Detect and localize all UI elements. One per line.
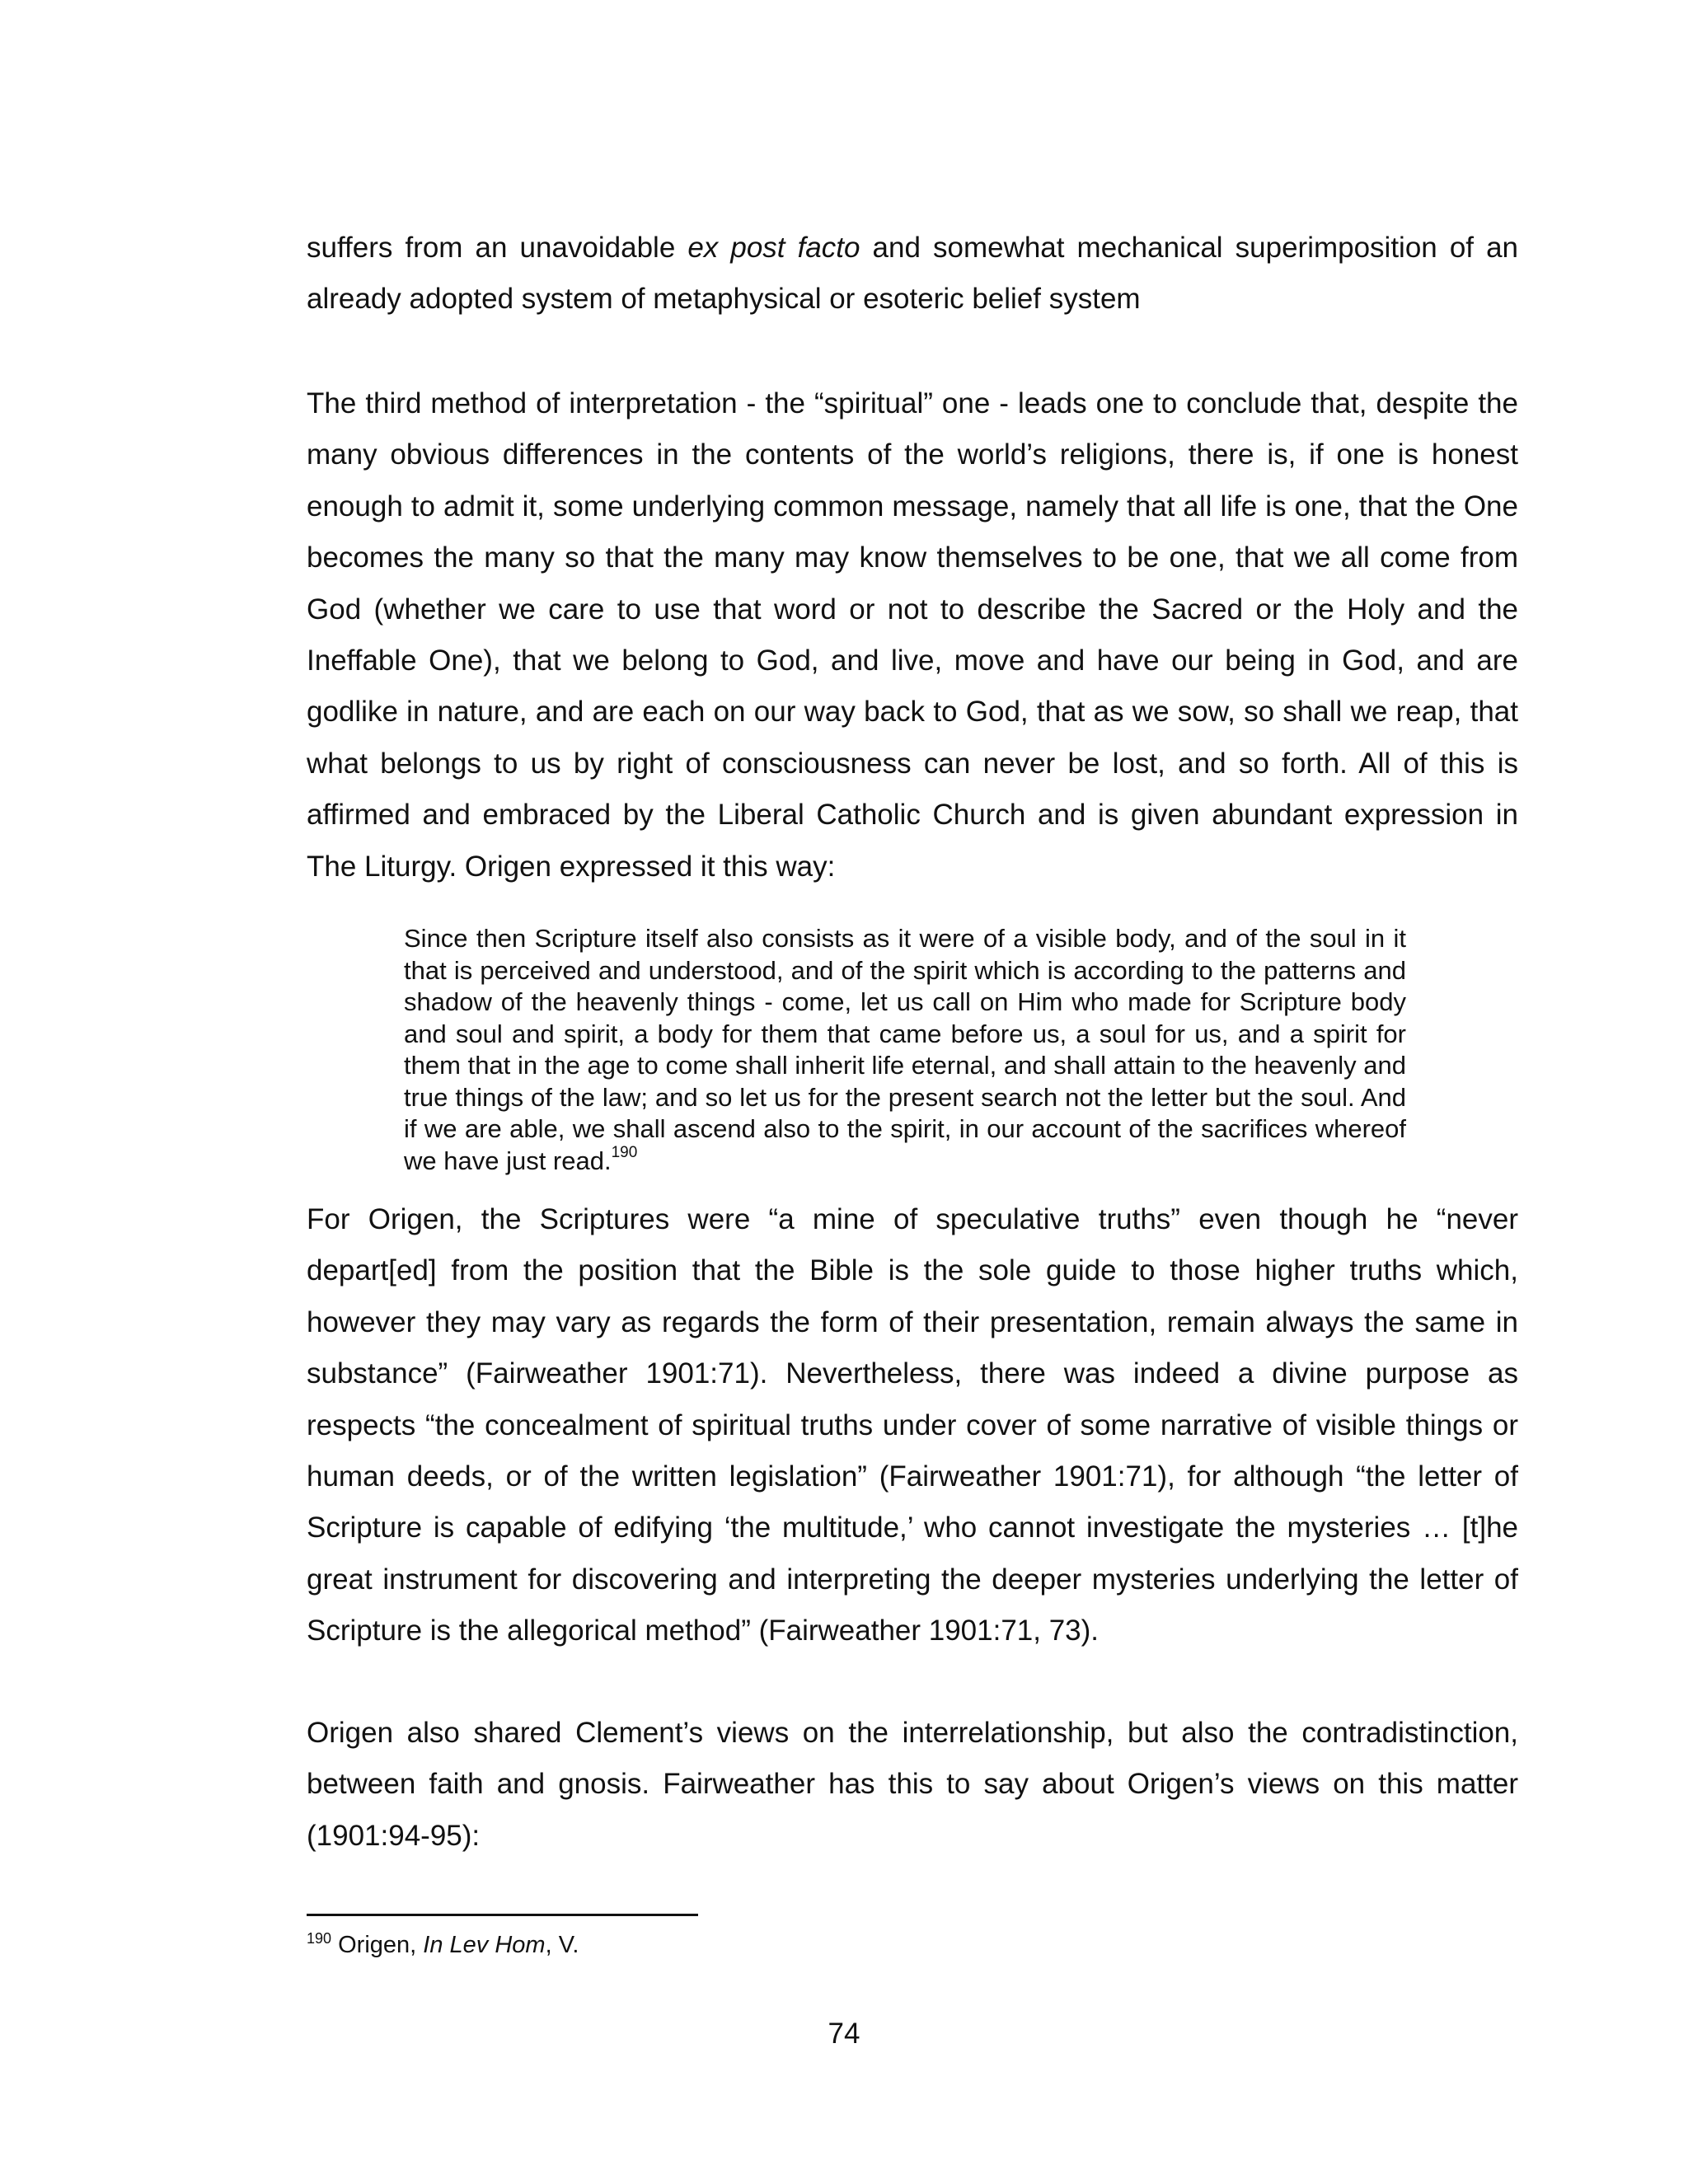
footnote-title: In Lev Hom (423, 1932, 546, 1958)
body-paragraph-continued (307, 223, 1518, 326)
footnote-text-before: Origen, (338, 1932, 424, 1958)
paragraph-text-before: suffers from an unavoidable (307, 232, 688, 264)
body-paragraph-spiritual-method: The third method of interpretation - the “spiritual” one - leads one to conclude that, despite the many obvious differences in the contents of the world’s religions, there is, if one is honest enough to admit it, some underlying common message, namely that all life is one, that the One becomes the many so that the many may know themselves to be one, that we all come from God (whether we care to use that word or not to describe the Sacred or the Holy and the Ineffable One), that we belong to God, and live, move and have our being in God, and are godlike in nature, and are each on our way back to God, that as we sow, so shall we reap, that what belongs to us by right of consciousness can never be lost, and so forth. All of this is affirmed and embraced by the Liberal Catholic Church and is given abundant expression in The Liturgy. Origen expressed it this way: (307, 387, 1518, 883)
latin-phrase: ex post facto (687, 232, 860, 264)
page-number: 74 (828, 2018, 860, 2050)
body-paragraph-faith-gnosis: Origen also shared Clement’s views on the interrelationship, but also the contradistinction, between faith and gnosis. Fairweather has this to say about Origen’s views on this matter (1901:94-95): (307, 1717, 1518, 1852)
footnote-text-after: , V. (545, 1932, 579, 1958)
footnote (307, 1929, 1518, 1961)
footnote-number: 190 (307, 1930, 332, 1947)
footnote-reference[interactable]: 190 (611, 1143, 638, 1161)
block-quote-text: Since then Scripture itself also consists as it were of a visible body, and of the soul in it that is perceived and understood, and of the spirit which is according to the patterns and shadow of the heavenly things - come, let us call on Him who made for Scripture body and soul and spirit, a body for them that came before us, a soul for us, and a spirit for them that in the age to come shall inherit life eternal, and shall attain to the heavenly and true things of the law; and so let us for the present search not the letter but the soul. And if we are able, we shall ascend also to the spirit, in our account of the sacrifices whereof we have just read. (404, 924, 1406, 1175)
body-paragraph-origen-scriptures: For Origen, the Scriptures were “a mine of speculative truths” even though he “never depart[ed] from the position that the Bible is the sole guide to those higher truths which, however they may vary as regards the form of their presentation, remain always the same in substance” (Fairweather 1901:71). Nevertheless, there was indeed a divine purpose as respects “the concealment of spiritual truths under cover of some narrative of visible things or human deeds, or of the written legislation” (Fairweather 1901:71), for although “the letter of Scripture is capable of edifying ‘the multitude,’ who cannot investigate the mysteries … [t]he great instrument for discovering and interpreting the deeper mysteries underlying the letter of Scripture is the allegorical method” (Fairweather 1901:71, 73). (307, 1203, 1518, 1647)
paragraph-text-after: and somewhat mechanical superimposition of an already adopted system of metaphysical or esoteric belief system (307, 232, 1518, 316)
footnote-separator (307, 1914, 698, 1916)
block-quote-origen (404, 923, 1406, 1177)
